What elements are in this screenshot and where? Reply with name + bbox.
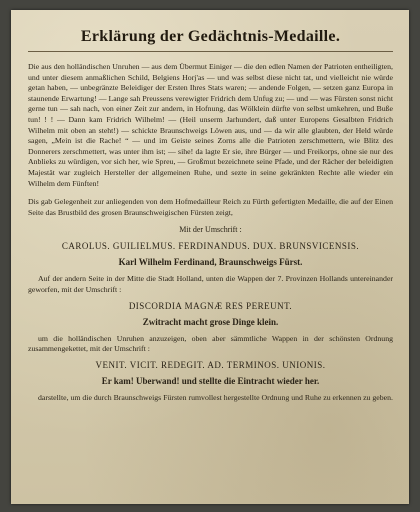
reverse-paragraph: Auf der andern Seite in der Mitte die Stadt Holland, unten die Wappen der 7. Provinzen Hollands untereinander geworfen, mit der Umschrift :	[28, 274, 393, 294]
title-rule	[28, 51, 393, 52]
exergue-paragraph: um die holländischen Unruhen anzuzeigen, oben aber sämmtliche Wappen in der schönsten Ordnung zusammengekettet, mit der Umschrift :	[28, 333, 393, 354]
latin-inscription-2: DISCORDIA MAGNÆ RES PEREUNT.	[128, 300, 293, 311]
german-inscription-1: Karl Wilhelm Ferdinand, Braunschweigs Fürst.	[118, 257, 303, 268]
document-title: Erklärung der Gedächtnis-Medaille.	[80, 28, 341, 45]
closing-paragraph: darstellte, um die durch Braunschweigs Fürsten rumvollest hergestellte Ordnung und Ruhe zu erkennen zu geben.	[38, 392, 393, 402]
latin-inscription-3: VENIT. VICIT. REDEGIT. AD. TERMINOS. UNIONIS.	[95, 359, 326, 370]
occasion-paragraph: Dis gab Gelegenheit zur anliegenden von dem Hofmedailleur Reich zu Fürth gefertigten Medaille, die auf der Einen Seite das Brustbild des grosen Braunschweigischen Fürsten zeigt,	[28, 197, 393, 217]
german-inscription-2: Zwitracht macht grose Dinge klein.	[142, 316, 279, 327]
document-sheet	[11, 10, 409, 504]
latin-inscription-1: CAROLUS. GUILIELMUS. FERDINANDUS. DUX. BRUNSVICENSIS.	[61, 241, 360, 252]
umschrift-label-1: Mit der Umschrift :	[179, 225, 242, 235]
german-inscription-3: Er kam! Uberwand! und stellte die Eintracht wieder her.	[101, 375, 320, 386]
main-paragraph: Die aus den holländischen Unruhen — aus dem Übermut Einiger — die den edlen Namen der Patrioten entheiligten, und unter diesem anmaßlichen Schild, Belgiens Horj'as — und was selbst diese nicht tat, und vielleicht nie würde getan haben, — unbegränzte Beleidiger der Ersten Ihres Stats waren; — andende Folgen, — setzen ganz Europa in staunende Erwartung! — Lange sah Preussens verewigter Fridrich dem Unfug zu; — und — was Fürsten sonst nicht gerne tun — sah nach, von einer Zeit zur andern, in Hofnung, das Wölklein dürfte von selbst umkehren, und Buße tun! ! ! — Dann kam Fridrich Wilhelm! — (Heil unserm Jarhundert, daß unter Europens Gesalbten Fridrich Wilhelm mit oben an steht!) — schickte Braunschweigs Löwen aus, und — da wir alle glaubten, der Held würde sagen, „Mein ist die Rache! “ — und im Geiste seines Zorns alle die Patrioten zerschmettern, wie Blitz des Donnerers zerschmettert, was unter ihm ist; — sihe! da lagte Er sie, ihre Bürger — und Freikorps, ohne sie nur des Anblieks zu würdigen, vor sich her, wie Spreu, — Großmut bezeichnete seine Pfade, und der Rächer der beleidigten Majestät war zugleich Hersteller der allgemeinen Ruhe, und sezte in seine gekränkten Rechte alle wieder ein Wilhelm dem Fünften!	[28, 62, 393, 188]
